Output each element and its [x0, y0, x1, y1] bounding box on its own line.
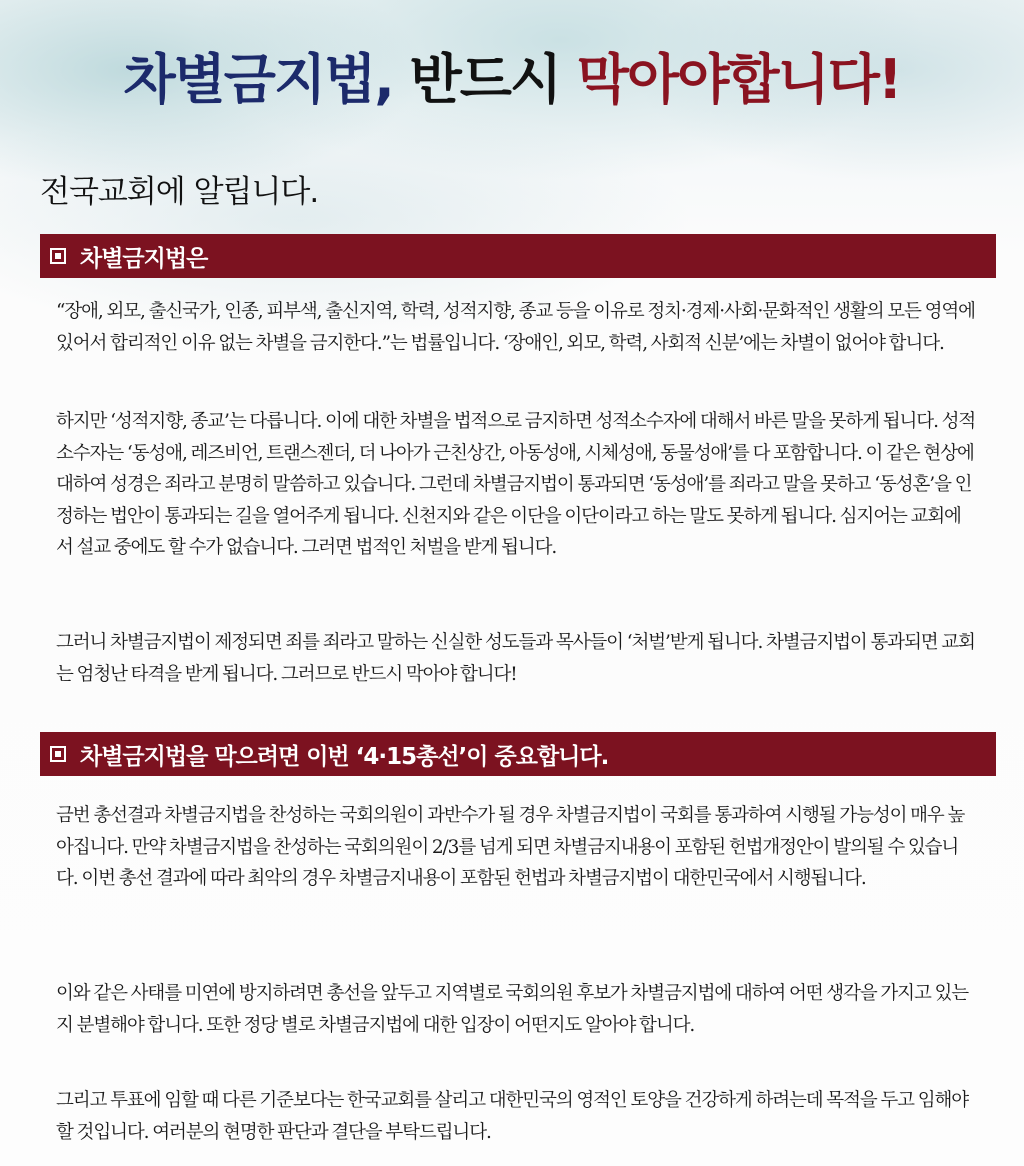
section-1-paragraph-3: 그러니 차별금지법이 제정되면 죄를 죄라고 말하는 신실한 성도들과 목사들이 ‘처벌’받게 됩니다. 차별금지법이 통과되면 교회는 엄청난 타격을 받게 됩니다. 그러므로 반드시 막아야 합니다!: [56, 632, 975, 685]
subtitle: 전국교회에 알립니다.: [40, 174, 319, 210]
section-2-paragraph-2: 이와 같은 사태를 미연에 방지하려면 총선을 앞두고 지역별로 국회의원 후보가 차별금지법에 대하여 어떤 생각을 가지고 있는 지 분별해야 합니다. 또한 정당 별로 차별금지법에 대한 입장이 어떤지도 알아야 합니다.: [56, 983, 969, 1036]
section-2-paragraph-3: 그리고 투표에 임할 때 다른 기준보다는 한국교회를 살리고 대한민국의 영적인 토양을 건강하게 하려는데 목적을 두고 임해야 할 것입니다. 여러분의 현명한 판단과 결단을 부탁드립니다.: [56, 1090, 969, 1143]
section-header-2: [40, 732, 996, 776]
headline: [0, 40, 1024, 120]
headline-part-3: 막아야합니다!: [576, 48, 901, 111]
square-bullet-icon: [50, 746, 66, 762]
section-header-1: [40, 234, 996, 278]
section-title-1: 차별금지법은: [80, 245, 208, 272]
headline-part-2: 반드시: [409, 48, 561, 111]
section-2-paragraph-1: 금번 총선결과 차별금지법을 찬성하는 국회의원이 과반수가 될 경우 차별금지법이 국회를 통과하여 시행될 가능성이 매우 높아집니다. 만약 차별금지법을 찬성하는 국회의원이 2/3를 넘게 되면 차별금지내용이 포함된 헌법개정안이 발의될 수 있습니다. 이번 총선 결과에 따라 최악의 경우 차별금지내용이 포함된 헌법과 차별금지법이 대한민국에서 시행됩니다.: [56, 805, 965, 889]
square-bullet-icon: [50, 248, 66, 264]
headline-part-1: 차별금지법,: [123, 48, 393, 111]
section-title-2: 차별금지법을 막으려면 이번 ‘4·15총선’이 중요합니다.: [80, 743, 609, 770]
section-1-paragraph-1: “장애, 외모, 출신국가, 인종, 피부색, 출신지역, 학력, 성적지향, 종교 등을 이유로 정치·경제·사회·문화적인 생활의 모든 영역에 있어서 합리적인 이유 없는 차별을 금지한다.”는 법률입니다. ‘장애인, 외모, 학력, 사회적 신분’에는 차별이 없어야 합니다.: [56, 301, 975, 354]
section-1-paragraph-2: 하지만 ‘성적지향, 종교’는 다릅니다. 이에 대한 차별을 법적으로 금지하면 성적소수자에 대해서 바른 말을 못하게 됩니다. 성적소수자는 ‘동성애, 레즈비언, 트랜스젠더, 더 나아가 근친상간, 아동성애, 시체성애, 동물성애’를 다 포함합니다. 이 같은 현상에 대하여 성경은 죄라고 분명히 말씀하고 있습니다. 그런데 차별금지법이 통과되면 ‘동성애’를 죄라고 말을 못하고 ‘동성혼’을 인정하는 법안이 통과되는 길을 열어주게 됩니다. 신천지와 같은 이단을 이단이라고 하는 말도 못하게 됩니다. 심지어는 교회에서 설교 중에도 할 수가 없습니다. 그러면 법적인 처벌을 받게 됩니다.: [56, 411, 976, 558]
